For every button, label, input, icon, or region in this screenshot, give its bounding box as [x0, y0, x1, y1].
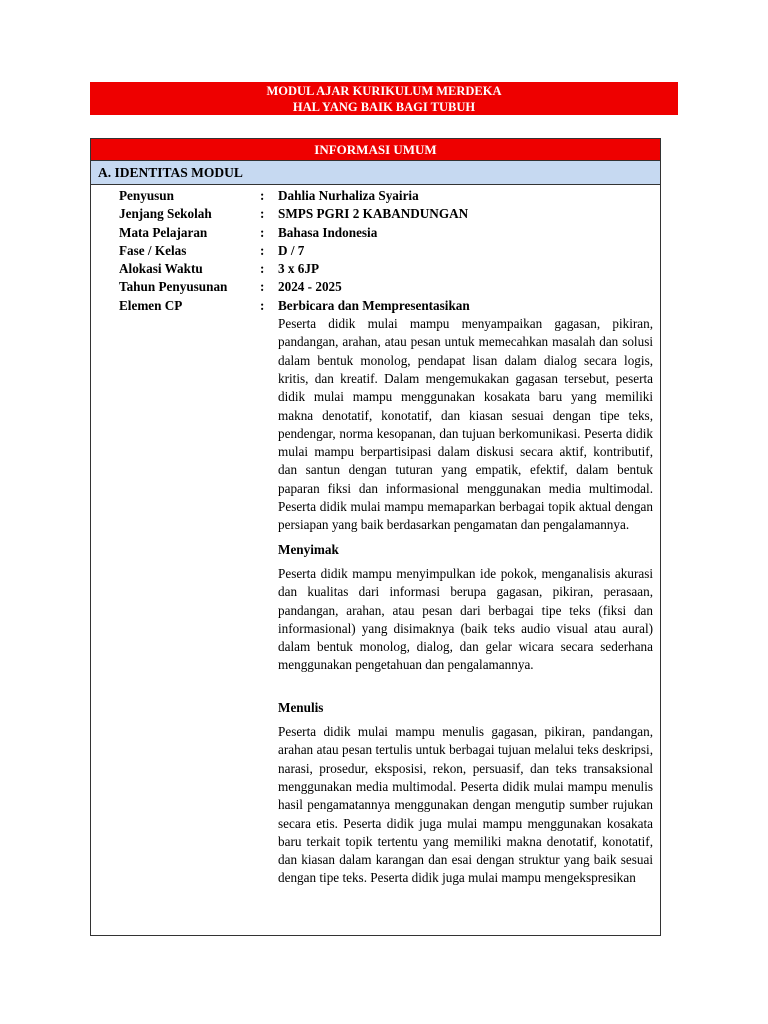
row-value: Dahlia Nurhaliza Syairia: [278, 188, 419, 203]
document-title-banner: [90, 82, 678, 115]
row-value: 3 x 6JP: [278, 261, 320, 277]
menyimak-heading: Menyimak: [278, 541, 339, 557]
identity-row: [91, 297, 660, 315]
identity-row: [91, 224, 660, 242]
row-value: D / 7: [278, 242, 305, 258]
row-value: Bahasa Indonesia: [278, 224, 378, 240]
identity-row: [91, 242, 660, 260]
berbicara-paragraph: Peserta didik mulai mampu menyampaikan gagasan, pikiran, pandangan, arahan, atau pesan untuk memecahkan masalah dan solusi dalam bentuk monolog, pendapat lisan dalam dialog secara logis, kritis, dan kreatif. Dalam mengemukakan gagasan tersebut, peserta didik mulai mampu menggunakan kosakata baru yang memiliki makna denotatif, konotatif, dan kiasan sesuai dengan tipe teks, pendengar, norma kesopanan, dan tujuan berkomunikasi. Peserta didik mulai mampu berpartisipasi dalam diskusi secara aktif, kontributif, dan santun dengan tuturan yang empatik, efektif, dalam bentuk paparan fiksi dan informasional menggunakan media multimodal. Peserta didik mulai mampu memaparkan berbagai topik aktual dengan persiapan yang baik berdasarkan pengamatan dan pengalamannya.: [278, 316, 653, 533]
row-colon: :: [260, 297, 265, 313]
row-label: Elemen CP: [119, 297, 183, 313]
identity-row: [91, 205, 660, 223]
info-header: INFORMASI UMUM: [91, 139, 660, 161]
row-label: Fase / Kelas: [119, 242, 187, 258]
identity-block: [91, 185, 660, 888]
row-value: Berbicara dan Mempresentasikan: [278, 297, 470, 313]
row-label: Alokasi Waktu: [119, 261, 203, 277]
identity-row: [91, 260, 660, 278]
document-title-line2: HAL YANG BAIK BAGI TUBUH: [292, 100, 476, 114]
elemen-cp-content: [278, 315, 653, 888]
row-label: Tahun Penyusunan: [119, 279, 228, 295]
row-colon: :: [260, 242, 265, 258]
document-title-line1: MODUL AJAR KURIKULUM MERDEKA: [266, 84, 502, 98]
menulis-paragraph: Peserta didik mulai mampu menulis gagasan, pikiran, pandangan, arahan atau pesan tertulis untuk berbagai tujuan melalui teks deskripsi, narasi, prosedur, eksposisi, rekon, persuasif, dan teks transaksional menggunakan media multimodal. Peserta didik mulai mampu menulis hasil pengamatannya menggunakan dengan mengutip sumber rujukan secara etis. Peserta didik juga mulai mampu menggunakan kosakata baru terkait topik tertentu yang memiliki makna denotatif, konotatif, dan kiasan dalam karangan dan esai dengan struktur yang baik sesuai dengan tipe teks. Peserta didik juga mulai mampu mengekspresikan: [278, 724, 653, 886]
identity-row: [91, 187, 660, 205]
section-header-identitas: A. IDENTITAS MODUL: [91, 161, 660, 185]
menulis-heading: Menulis: [278, 699, 324, 715]
row-value: 2024 - 2025: [278, 279, 342, 295]
info-table: [90, 138, 661, 936]
row-value: SMPS PGRI 2 KABANDUNGAN: [278, 206, 469, 222]
identity-row: [91, 278, 660, 296]
row-colon: :: [260, 224, 265, 240]
row-colon: :: [260, 279, 265, 295]
row-colon: :: [260, 206, 265, 222]
row-label: Mata Pelajaran: [119, 224, 208, 240]
menyimak-paragraph: Peserta didik mampu menyimpulkan ide pokok, menganalisis akurasi dan kualitas dari informasi berupa gagasan, pikiran, perasaan, pandangan, arahan, atau pesan dari berbagai tipe teks (fiksi dan informasional) yang disimaknya (baik teks audio visual atau aural) dalam bentuk monolog, dialog, dan gelar wicara secara sederhana menggunakan pengetahuan dan pengalamannya.: [278, 565, 653, 673]
row-colon: :: [260, 188, 265, 203]
row-label: Penyusun: [119, 188, 174, 203]
row-colon: :: [260, 261, 265, 277]
row-label: Jenjang Sekolah: [119, 206, 212, 222]
